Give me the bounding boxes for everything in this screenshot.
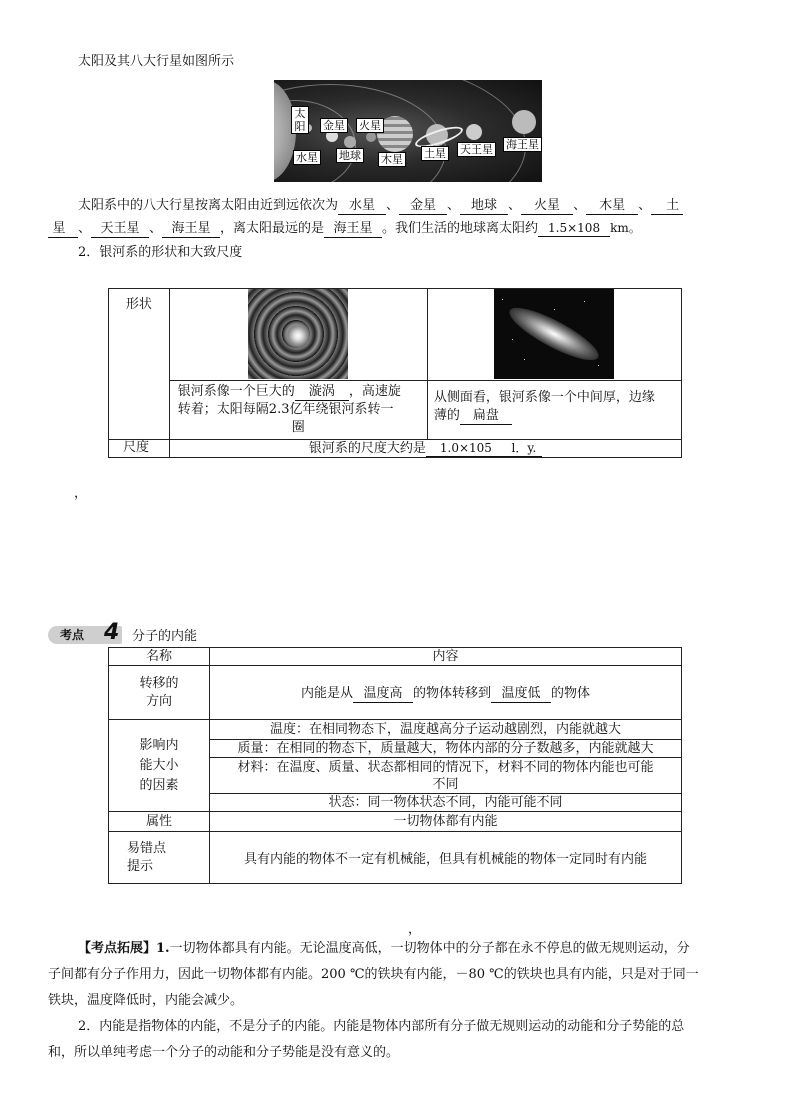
- scale-value-cell: 银河系的尺度大约是 1.0×105 l．y.: [169, 440, 681, 458]
- factor-material: 材料：在温度、质量、状态都相同的情况下，材料不同的物体内能也可能 不同: [210, 758, 682, 794]
- factors-label: 影响内 能大小 的因素: [109, 720, 210, 812]
- blank-planet-3: 地球: [460, 198, 508, 215]
- blank-planet-7: 天王星: [91, 221, 149, 238]
- spiral-galaxy-image: [248, 289, 348, 379]
- spiral-description: 银河系像一个巨大的 漩涡 ，高速旋 转着；太阳每隔2.3亿年绕银河系转一 圈: [169, 381, 427, 440]
- order-prefix: 太阳系中的八大行星按离太阳由近到远依次为: [78, 198, 339, 213]
- order-sentence-line1: [78, 196, 683, 216]
- separator: 、: [508, 198, 522, 213]
- blank-farthest: 海王星: [324, 221, 382, 238]
- blank-planet-5: 木星: [586, 198, 638, 215]
- extension-line-3: 铁块，温度降低时，内能会减少。: [48, 993, 244, 1008]
- col-content-header: 内容: [210, 648, 682, 666]
- blank-vortex: 漩涡: [295, 384, 349, 401]
- topic-badge-label: 考点: [60, 628, 85, 642]
- blank-planet-2: 金星: [399, 198, 447, 215]
- mars-shape: [366, 132, 376, 142]
- label-venus: 金星: [320, 118, 348, 133]
- topic-badge-number: 4: [104, 620, 120, 645]
- blank-planet-8: 海王星: [162, 221, 220, 238]
- neptune-shape: [512, 110, 536, 134]
- earth-shape: [344, 136, 356, 148]
- label-mars: 火星: [356, 118, 384, 133]
- extension-line-1: 【考点拓展】1.一切物体都具有内能。无论温度高低，一切物体中的分子都在永不停息的做无规则运动，分: [78, 941, 690, 956]
- label-sun: 太阳: [291, 106, 309, 134]
- extension-line-2: 子间都有分子作用力，因此一切物体都有内能。200 ℃的铁块有内能，－80 ℃的铁块也具有内能，只是对于同一: [48, 967, 699, 982]
- blank-planet-6a: 土: [651, 198, 683, 215]
- col-name-header: 名称: [109, 648, 210, 666]
- topic-badge: [48, 620, 122, 645]
- label-mercury: 水星: [293, 150, 321, 165]
- separator: 、: [573, 198, 587, 213]
- label-neptune: 海王星: [503, 137, 542, 152]
- scale-header: 尺度: [109, 440, 170, 458]
- side-galaxy-image-cell: [427, 289, 681, 381]
- extension-section: [48, 936, 768, 1066]
- blank-planet-1: 水星: [338, 198, 386, 215]
- solar-system-image: [274, 80, 542, 182]
- separator: 、: [149, 221, 163, 236]
- label-jupiter: 木星: [378, 152, 406, 167]
- topic-title: 分子的内能: [132, 629, 198, 644]
- separator: 、: [447, 198, 461, 213]
- blank-scale-unit: l．y.: [506, 440, 542, 457]
- blank-planet-4: 火星: [521, 198, 573, 215]
- factor-temperature: 温度：在相同物态下，温度越高分子运动越剧烈，内能就越大: [210, 720, 682, 740]
- internal-energy-table: [108, 647, 682, 884]
- extension-line-5: 和，所以单纯考虑一个分子的动能和分子势能是没有意义的。: [48, 1045, 400, 1060]
- separator: 、: [78, 221, 92, 236]
- transfer-content: 内能是从 温度高 的物体转移到 温度低 的物体: [210, 666, 682, 720]
- label-uranus: 天王星: [457, 142, 496, 157]
- galaxy-table: [108, 288, 682, 458]
- transfer-label: 转移的 方向: [109, 666, 210, 720]
- order-sentence-line2: [48, 218, 641, 239]
- attribute-label: 属性: [109, 812, 210, 832]
- blank-planet-6b: 星: [48, 221, 78, 238]
- attribute-value: 一切物体都有内能: [210, 812, 682, 832]
- earth-unit: km。: [610, 221, 641, 235]
- blank-disk: 扁盘: [460, 408, 512, 425]
- stray-comma: ，: [74, 486, 88, 501]
- factor-mass: 质量：在相同的物态下，质量越大，物体内部的分子数越多，内能就越大: [210, 740, 682, 758]
- separator: 、: [386, 198, 400, 213]
- section2-title: 2．银河系的形状和大致尺度: [78, 245, 243, 260]
- intro-text: 太阳及其八大行星如图所示: [78, 54, 235, 69]
- separator: 、: [638, 198, 652, 213]
- blank-high-temp: 温度高: [353, 686, 413, 703]
- uranus-shape: [466, 124, 482, 140]
- earth-prefix: 。我们生活的地球离太阳约: [382, 221, 539, 236]
- extension-label: 【考点拓展】: [78, 941, 157, 956]
- label-saturn: 土星: [421, 146, 449, 161]
- blank-scale-value: 1.0×105: [426, 440, 506, 457]
- spiral-galaxy-image-cell: [169, 289, 427, 381]
- farthest-prefix: ，离太阳最远的是: [220, 221, 325, 236]
- label-earth: 地球: [336, 148, 364, 163]
- shape-header: 形状: [109, 289, 170, 440]
- side-description: 从侧面看，银河系像一个中间厚，边缘 薄的 扁盘: [427, 381, 681, 440]
- blank-earth-distance: 1.5×108: [538, 220, 610, 237]
- extension-line-4: 2．内能是指物体的内能，不是分子的内能。内能是物体内部所有分子做无规则运动的动能和分子势能的总: [78, 1019, 685, 1034]
- extension-num: 1.: [156, 941, 170, 956]
- stray-comma-2: ，: [408, 922, 422, 937]
- tip-label: 易错点 提示: [109, 832, 210, 884]
- blank-low-temp: 温度低: [491, 686, 551, 703]
- side-galaxy-image: [494, 289, 614, 379]
- tip-value: 具有内能的物体不一定有机械能，但具有机械能的物体一定同时有内能: [210, 832, 682, 884]
- factor-state: 状态：同一物体状态不同，内能可能不同: [210, 794, 682, 812]
